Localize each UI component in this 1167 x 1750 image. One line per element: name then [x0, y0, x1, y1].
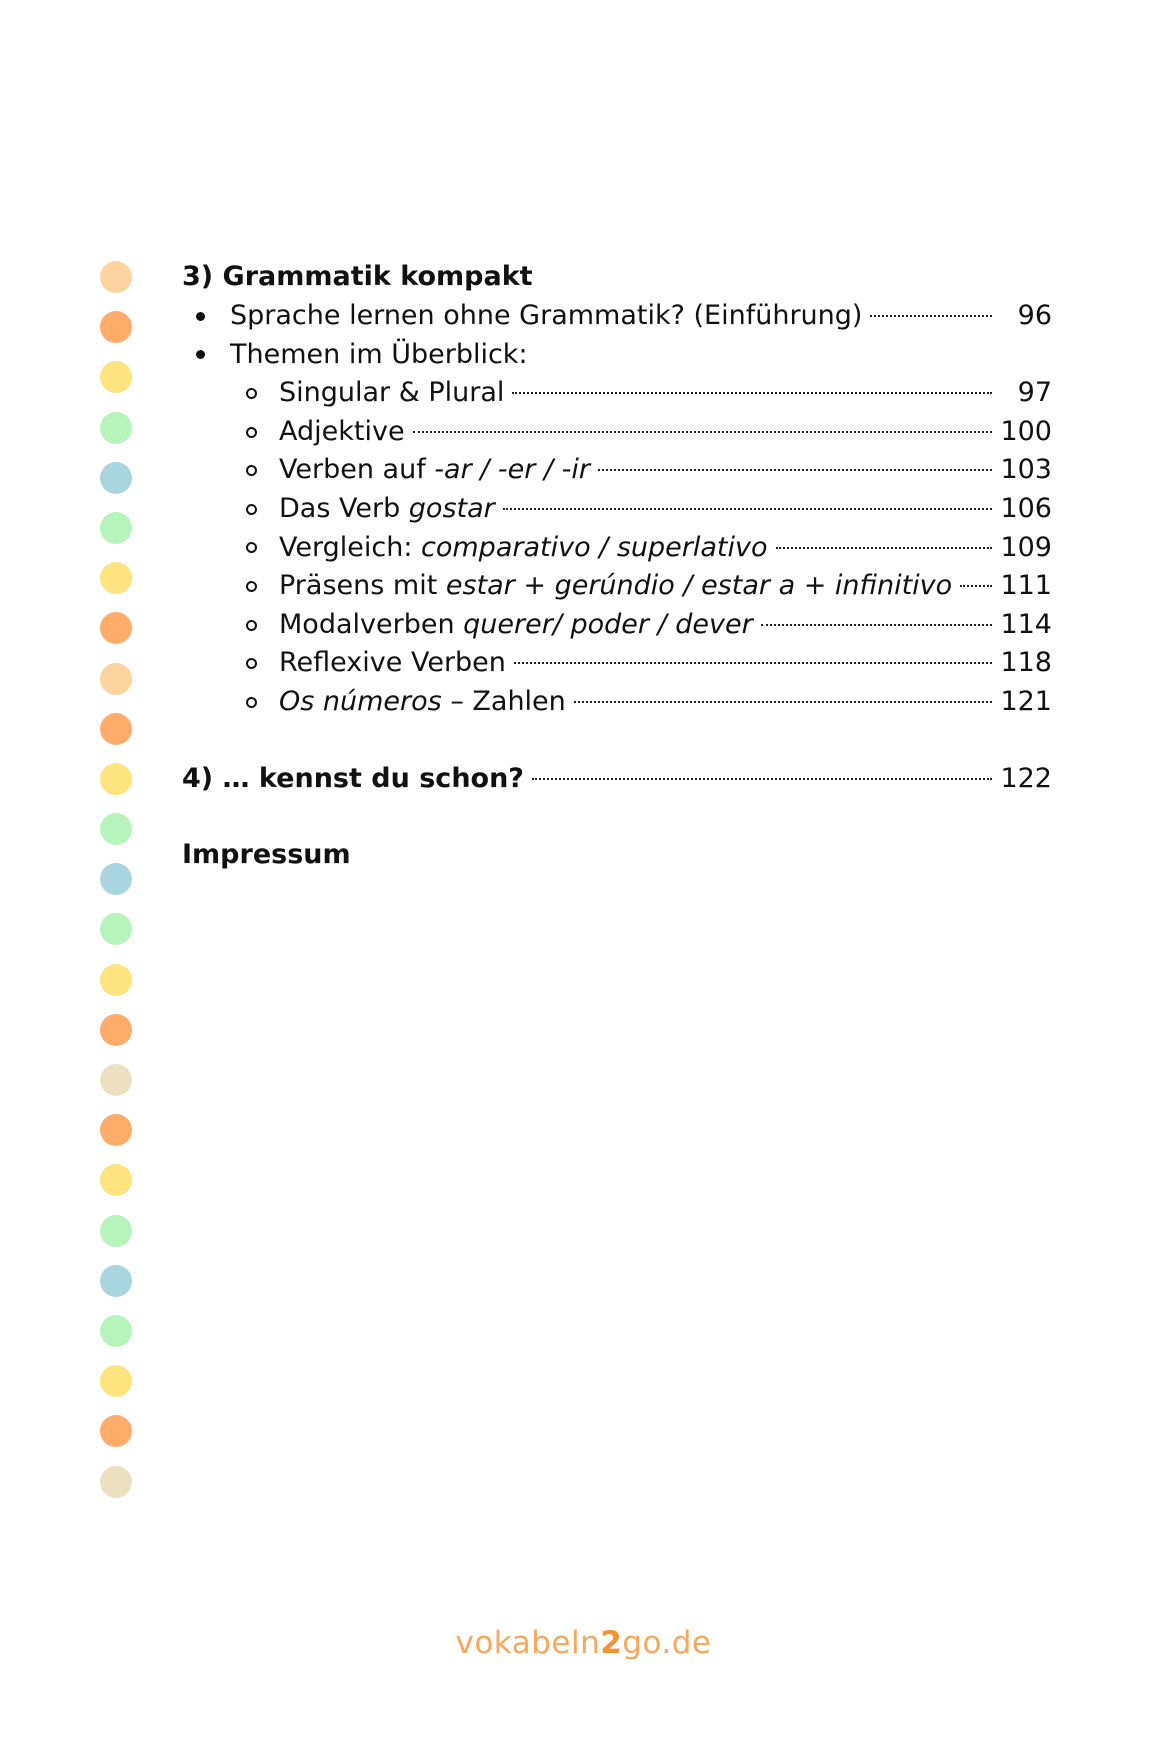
italic-term: querer/ poder / dever — [463, 608, 753, 640]
toc-subentry[interactable] — [182, 529, 1052, 568]
toc-page-number: 100 — [1000, 415, 1052, 447]
toc-subentry[interactable] — [182, 451, 1052, 490]
impressum-heading: Impressum — [182, 839, 351, 871]
toc-subentry[interactable] — [182, 606, 1052, 645]
hollow-bullet-icon — [246, 683, 258, 722]
brand-prefix: vokabeln — [455, 1625, 601, 1661]
decorative-dot-column — [100, 261, 134, 1516]
italic-term: gostar — [408, 492, 495, 524]
decorative-dot — [100, 913, 132, 945]
decorative-dot — [100, 1164, 132, 1196]
toc-entry-label: Themen im Überblick: — [230, 338, 528, 370]
toc-entry-impressum[interactable] — [182, 836, 1052, 875]
decorative-dot — [100, 1365, 132, 1397]
toc-subentry-label — [279, 451, 590, 490]
decorative-dot — [100, 1265, 132, 1297]
label-text: Singular & Plural — [279, 377, 505, 409]
toc-subentry-label — [279, 683, 566, 722]
brand-suffix: go.de — [622, 1625, 712, 1661]
label-text: – Zahlen — [441, 685, 566, 717]
table-of-contents — [182, 257, 1052, 875]
italic-term: comparativo / superlativo — [421, 531, 768, 563]
toc-subentry-label — [279, 490, 495, 529]
dot-leader — [761, 624, 992, 626]
italic-term: estar + gerúndio / estar a + infinitivo — [445, 570, 953, 602]
decorative-dot — [100, 964, 132, 996]
toc-subentry[interactable] — [182, 490, 1052, 529]
toc-page-number: 109 — [1000, 531, 1052, 563]
bullet-icon — [196, 297, 208, 336]
italic-term: Os números — [279, 685, 442, 717]
hollow-bullet-icon — [246, 451, 258, 490]
toc-page-number: 121 — [1000, 685, 1052, 717]
italic-term: -ar / -er / -ir — [434, 454, 590, 486]
hollow-bullet-icon — [246, 567, 258, 606]
dot-leader — [776, 547, 992, 549]
toc-page-number: 111 — [1000, 570, 1052, 602]
decorative-dot — [100, 612, 132, 644]
toc-entry-label: Sprache lernen ohne Grammatik? (Einführung) — [230, 300, 863, 331]
decorative-dot — [100, 512, 132, 544]
footer-brand[interactable] — [0, 1625, 1167, 1661]
toc-subentry-label — [279, 529, 768, 568]
toc-page-number: 118 — [1000, 647, 1052, 679]
toc-subentry-label — [279, 567, 952, 606]
brand-highlight: 2 — [600, 1625, 623, 1661]
toc-page-number: 122 — [1000, 762, 1052, 794]
toc-entry-intro[interactable] — [182, 297, 1052, 336]
dot-leader — [532, 778, 992, 780]
decorative-dot — [100, 462, 132, 494]
label-text: Adjektive — [279, 415, 405, 447]
toc-page-number: 97 — [1017, 377, 1052, 409]
toc-subentry[interactable] — [182, 413, 1052, 452]
hollow-bullet-icon — [246, 606, 258, 645]
toc-entry-section-4[interactable] — [182, 760, 1052, 799]
decorative-dot — [100, 412, 132, 444]
decorative-dot — [100, 1014, 132, 1046]
toc-page-number: 106 — [1000, 492, 1052, 524]
hollow-bullet-icon — [246, 413, 258, 452]
dot-leader — [598, 469, 992, 471]
decorative-dot — [100, 562, 132, 594]
hollow-bullet-icon — [246, 374, 258, 413]
decorative-dot — [100, 361, 132, 393]
dot-leader — [503, 508, 992, 510]
toc-subentry-label — [279, 606, 753, 645]
toc-subentry-label — [279, 413, 405, 452]
decorative-dot — [100, 713, 132, 745]
hollow-bullet-icon — [246, 490, 258, 529]
dot-leader — [574, 701, 992, 703]
decorative-dot — [100, 1466, 132, 1498]
decorative-dot — [100, 663, 132, 695]
label-text: Präsens mit — [279, 570, 446, 602]
label-text: Verben auf — [279, 454, 435, 486]
toc-page-number: 103 — [1000, 454, 1052, 486]
section-4-heading: 4) … kennst du schon? — [182, 762, 524, 794]
decorative-dot — [100, 1064, 132, 1096]
decorative-dot — [100, 863, 132, 895]
toc-subentries — [182, 374, 1052, 721]
hollow-bullet-icon — [246, 529, 258, 568]
toc-page-number: 114 — [1000, 608, 1052, 640]
decorative-dot — [100, 1415, 132, 1447]
toc-subentry[interactable] — [182, 683, 1052, 722]
decorative-dot — [100, 261, 132, 293]
toc-subentry[interactable] — [182, 644, 1052, 683]
toc-subentry[interactable] — [182, 374, 1052, 413]
toc-themes-heading — [182, 336, 1052, 375]
decorative-dot — [100, 813, 132, 845]
label-text: Modalverben — [279, 608, 464, 640]
decorative-dot — [100, 1315, 132, 1347]
dot-leader — [870, 315, 992, 317]
decorative-dot — [100, 311, 132, 343]
dot-leader — [512, 392, 992, 394]
toc-page-number: 96 — [1017, 300, 1052, 331]
decorative-dot — [100, 1114, 132, 1146]
section-3-heading[interactable]: 3) Grammatik kompakt — [182, 261, 533, 292]
hollow-bullet-icon — [246, 644, 258, 683]
label-text: Das Verb — [279, 492, 409, 524]
decorative-dot — [100, 1215, 132, 1247]
bullet-icon — [196, 336, 208, 375]
label-text: Reflexive Verben — [279, 647, 506, 679]
label-text: Vergleich: — [279, 531, 422, 563]
toc-subentry-label — [279, 374, 504, 413]
decorative-dot — [100, 763, 132, 795]
dot-leader — [514, 662, 992, 664]
toc-subentry-label — [279, 644, 506, 683]
dot-leader — [413, 431, 992, 433]
dot-leader — [960, 585, 992, 587]
toc-subentry[interactable] — [182, 567, 1052, 606]
